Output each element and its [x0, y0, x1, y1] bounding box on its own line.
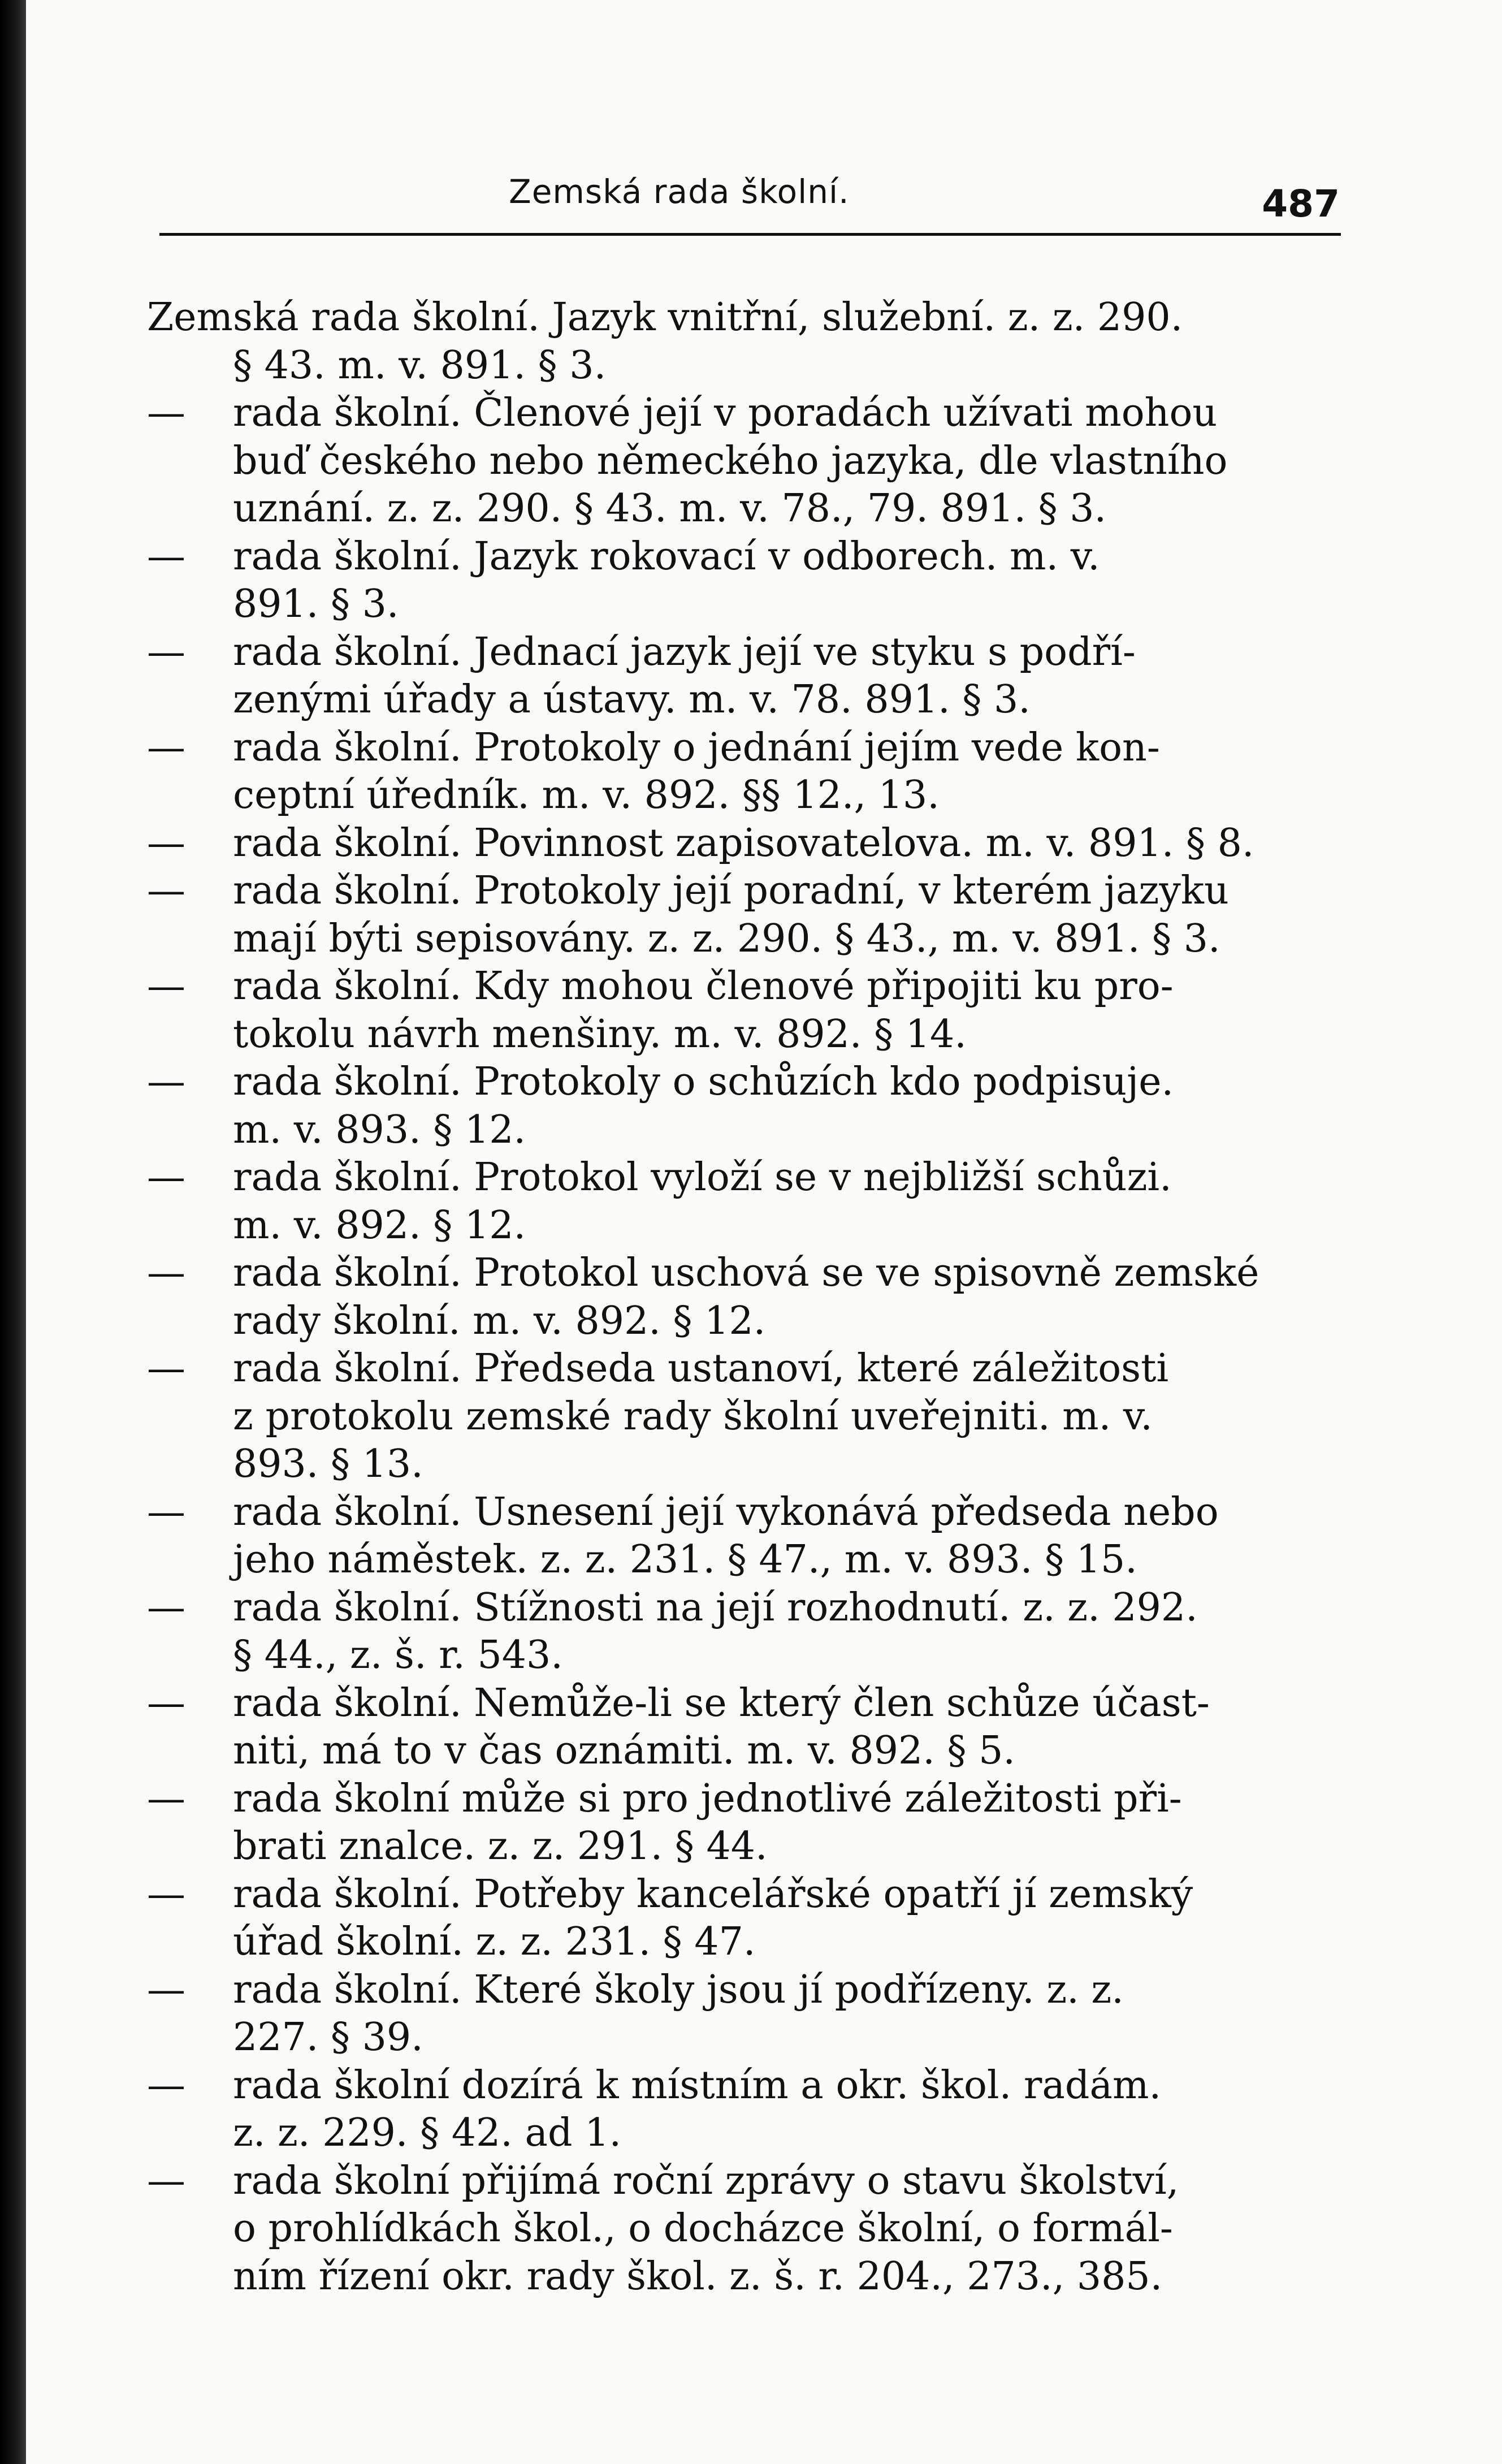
entry-text: jeho náměstek. z. z. 231. § 47., m. v. 893. § 15.: [233, 1537, 1137, 1582]
entry-line: [147, 820, 1323, 868]
index-entry: [147, 963, 1323, 1058]
entry-text: tokolu návrh menšiny. m. v. 892. § 14.: [233, 1011, 967, 1057]
entry-continuation-line: [147, 1823, 1323, 1871]
entry-dash: —: [147, 2158, 185, 2203]
entry-line: [147, 533, 1323, 581]
entry-text: rada školní. Členové její v poradách užívati mohou: [233, 391, 1218, 435]
entry-dash: —: [147, 1346, 185, 1391]
entry-line: [147, 1584, 1323, 1632]
entry-line: [147, 1871, 1323, 1919]
entry-continuation-line: [147, 342, 1323, 390]
entry-text: ním řízení okr. rady škol. z. š. r. 204., 273., 385.: [233, 2254, 1163, 2299]
entry-line: [147, 963, 1323, 1011]
index-entry: [147, 390, 1323, 533]
entry-dash: —: [147, 868, 185, 913]
entry-text: rada školní. Protokoly o schůzích kdo podpisuje.: [233, 1060, 1174, 1104]
entry-text: o prohlídkách škol., o docházce školní, o formál-: [233, 2206, 1173, 2251]
entry-text: brati znalce. z. z. 291. § 44.: [233, 1824, 768, 1869]
entry-dash: —: [147, 964, 185, 1009]
entry-text: rada školní. Protokoly její poradní, v kterém jazyku: [233, 868, 1229, 913]
entry-text: rada školní přijímá roční zprávy o stavu školství,: [233, 2158, 1179, 2203]
index-entry: [147, 1584, 1323, 1680]
index-entry: [147, 294, 1323, 390]
entry-continuation-line: [147, 2109, 1323, 2158]
entry-text: zenými úřady a ústavy. m. v. 78. 891. § 3.: [233, 677, 1031, 722]
entry-dash: —: [147, 1680, 185, 1726]
entry-text: m. v. 892. § 12.: [233, 1203, 526, 1248]
index-entry: [147, 1966, 1323, 2062]
entry-continuation-line: [147, 1918, 1323, 1966]
entry-continuation-line: [147, 438, 1323, 486]
entry-text: rada školní. Potřeby kancelářské opatří jí zemský: [233, 1871, 1193, 1917]
entry-dash: —: [147, 1155, 185, 1200]
entry-text: úřad školní. z. z. 231. § 47.: [233, 1920, 756, 1964]
entry-line: [147, 2062, 1323, 2110]
entry-continuation-line: [147, 1441, 1323, 1489]
index-entry: [147, 629, 1323, 724]
entry-line: [147, 1154, 1323, 1202]
index-entry: [147, 1489, 1323, 1584]
entry-line: [147, 1775, 1323, 1823]
entry-text: § 43. m. v. 891. § 3.: [233, 343, 607, 388]
entry-text: rada školní. Které školy jsou jí podřízeny. z. z.: [233, 1967, 1124, 2012]
header-rule: [159, 233, 1341, 236]
index-entry: [147, 1058, 1323, 1154]
entry-text: Zemská rada školní. Jazyk vnitřní, služební. z. z. 290.: [147, 295, 1183, 340]
entry-continuation-line: [147, 1298, 1323, 1346]
entry-text: ceptní úředník. m. v. 892. §§ 12., 13.: [233, 773, 940, 818]
entry-line: [147, 1058, 1323, 1106]
entry-continuation-line: [147, 1727, 1323, 1775]
entry-line: [147, 2158, 1323, 2206]
entry-text: rada školní. Povinnost zapisovatelova. m. v. 891. § 8.: [233, 820, 1254, 866]
entry-text: m. v. 893. § 12.: [233, 1107, 526, 1152]
entry-dash: —: [147, 1489, 185, 1534]
page-number: 487: [1262, 182, 1340, 226]
entry-dash: —: [147, 1967, 185, 2012]
entry-continuation-line: [147, 1011, 1323, 1059]
index-entry: [147, 1250, 1323, 1345]
entry-text: rada školní. Stížnosti na její rozhodnutí. z. z. 292.: [233, 1585, 1198, 1630]
index-entry: [147, 533, 1323, 629]
entry-text: rada školní. Předseda ustanoví, které záležitosti: [233, 1346, 1169, 1391]
entry-line: [147, 724, 1323, 772]
entry-text: 227. § 39.: [233, 2015, 423, 2060]
entry-continuation-line: [147, 1202, 1323, 1250]
index-entry: [147, 1775, 1323, 1871]
entry-text: uznání. z. z. 290. § 43. m. v. 78., 79. 891. § 3.: [233, 486, 1107, 531]
entry-continuation-line: [147, 1632, 1323, 1680]
index-entry: [147, 820, 1323, 868]
entry-line: [147, 1345, 1323, 1393]
entry-line: [147, 867, 1323, 915]
entry-text: rada školní. Protokol vyloží se v nejbližší schůzi.: [233, 1155, 1172, 1200]
entry-dash: —: [147, 1251, 185, 1295]
entry-line: [147, 1489, 1323, 1537]
index-entry: [147, 2158, 1323, 2301]
entry-dash: —: [147, 1776, 185, 1821]
entry-line: [147, 629, 1323, 677]
index-entry: [147, 1871, 1323, 1966]
entry-continuation-line: [147, 676, 1323, 724]
entry-text: z. z. 229. § 42. ad 1.: [233, 2111, 622, 2155]
entry-dash: —: [147, 534, 185, 579]
entry-text: 891. § 3.: [233, 582, 399, 626]
index-entry: [147, 867, 1323, 963]
entry-text: mají býti sepisovány. z. z. 290. § 43., m. v. 891. § 3.: [233, 916, 1220, 961]
entry-dash: —: [147, 820, 185, 866]
entry-dash: —: [147, 725, 185, 770]
entry-continuation-line: [147, 1536, 1323, 1584]
entry-line: [147, 1250, 1323, 1298]
entry-continuation-line: [147, 2205, 1323, 2253]
index-entry: [147, 724, 1323, 820]
entry-line: [147, 1680, 1323, 1728]
entry-continuation-line: [147, 581, 1323, 629]
entry-continuation-line: [147, 1106, 1323, 1155]
entry-text: rada školní. Usnesení její vykonává předseda nebo: [233, 1489, 1219, 1534]
entry-continuation-line: [147, 915, 1323, 963]
index-entry: [147, 1345, 1323, 1489]
running-head: Zemská rada školní.: [509, 172, 850, 211]
entry-text: buď českého nebo německého jazyka, dle vlastního: [233, 438, 1228, 483]
entry-text: z protokolu zemské rady školní uveřejniti. m. v.: [233, 1394, 1153, 1439]
entry-text: rada školní dozírá k místním a okr. škol. radám.: [233, 2063, 1162, 2108]
entry-text: rada školní. Protokol uschová se ve spisovně zemské: [233, 1251, 1259, 1295]
index-entry: [147, 1154, 1323, 1250]
entry-line: [147, 1966, 1323, 2015]
entry-dash: —: [147, 1871, 185, 1917]
entry-text: rada školní. Kdy mohou členové připojiti ku pro-: [233, 964, 1174, 1009]
entry-text: rady školní. m. v. 892. § 12.: [233, 1298, 766, 1343]
entry-dash: —: [147, 2063, 185, 2108]
index-entries: [147, 294, 1323, 2301]
entry-line: [147, 294, 1323, 342]
entry-text: rada školní. Nemůže-li se který člen schůze účast-: [233, 1680, 1210, 1726]
entry-text: rada školní může si pro jednotlivé záležitosti při-: [233, 1776, 1182, 1821]
entry-continuation-line: [147, 485, 1323, 533]
entry-dash: —: [147, 1585, 185, 1630]
entry-text: rada školní. Jednací jazyk její ve styku s podří-: [233, 629, 1136, 675]
entry-text: niti, má to v čas oznámiti. m. v. 892. § 5.: [233, 1728, 1015, 1773]
entry-line: [147, 390, 1323, 438]
entry-dash: —: [147, 629, 185, 675]
entry-continuation-line: [147, 772, 1323, 820]
entry-dash: —: [147, 391, 185, 435]
entry-dash: —: [147, 1060, 185, 1104]
entry-continuation-line: [147, 1393, 1323, 1441]
entry-text: rada školní. Jazyk rokovací v odborech. m. v.: [233, 534, 1100, 579]
scan-edge: [0, 0, 26, 2464]
entry-continuation-line: [147, 2253, 1323, 2301]
entry-text: 893. § 13.: [233, 1442, 423, 1486]
entry-text: rada školní. Protokoly o jednání jejím vede kon-: [233, 725, 1160, 770]
entry-text: § 44., z. š. r. 543.: [233, 1633, 563, 1678]
index-entry: [147, 1680, 1323, 1775]
index-entry: [147, 2062, 1323, 2158]
entry-continuation-line: [147, 2014, 1323, 2062]
